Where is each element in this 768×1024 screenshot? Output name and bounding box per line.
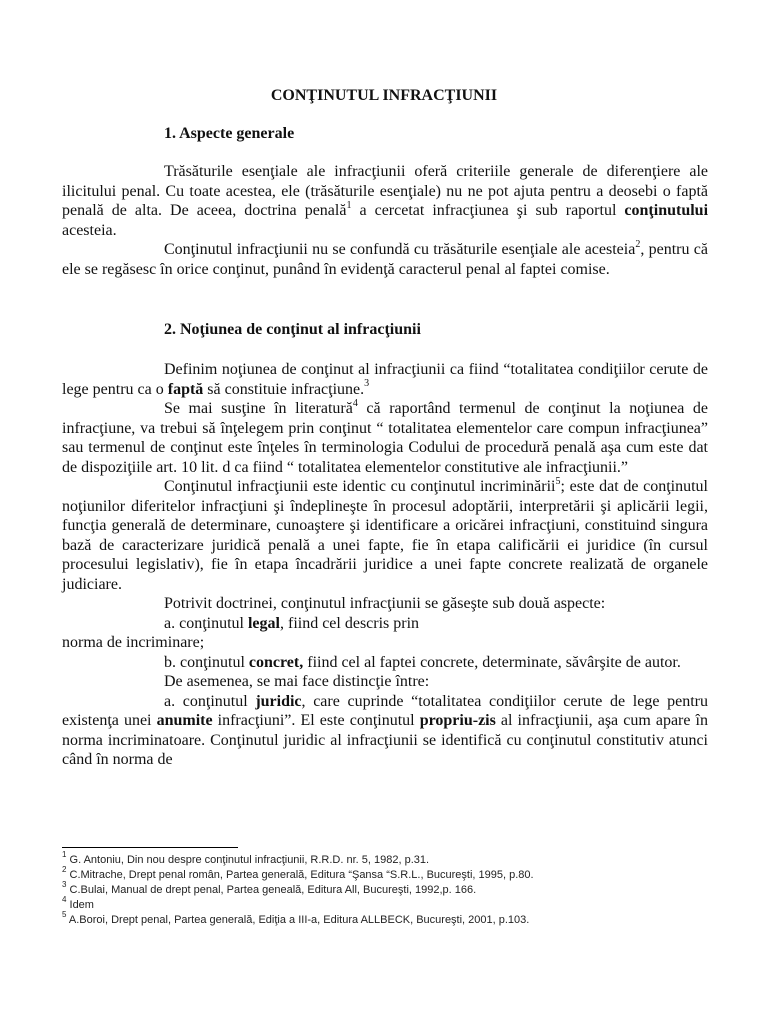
- footnote-number: 4: [62, 895, 67, 905]
- section-heading-general-aspects: 1. Aspecte generale: [164, 125, 295, 142]
- section-2-body: [62, 360, 708, 770]
- text: acesteia.: [62, 221, 117, 239]
- text: Se mai susţine în literatură: [164, 400, 353, 417]
- text: b. conţinutul: [164, 653, 249, 671]
- footnote-text: Idem: [66, 899, 94, 911]
- footnote-text: G. Antoniu, Din nou despre conţinutul infracţiunii, R.R.D. nr. 5, 1982, p.31.: [66, 854, 430, 866]
- paragraph: [62, 240, 708, 279]
- paragraph: [62, 360, 708, 399]
- footnote: [62, 910, 708, 928]
- text: ; este dat de conţinutul noţiunilor diferitelor infracţiuni şi îndeplineşte în procesul adoptării, interpretării şi aplicării legii, funcţia generală de determinare, cunoaştere şi identificare a oricărei infracţiuni, constituind singura bază de caracterizare juridică penală a unei fapte, fie în etapa calificării ei juridice (în cursul procesului legislativ), fie în etapa încadrării juridice a unei fapte concrete realizată de organele judiciare.: [62, 478, 709, 593]
- paragraph: [62, 594, 708, 614]
- text: Definim noţiunea de conţinut al infracţiunii ca fiind “totalitatea condiţiilor cerute de lege pentru ca o: [62, 361, 708, 398]
- bold-text: concret,: [248, 653, 304, 671]
- text: să constituie infracţiune.: [203, 380, 365, 398]
- text: , pentru că ele se regăsesc în orice conţinut, punând în evidenţă caracterul penal al faptei comise.: [62, 241, 709, 278]
- paragraph: [62, 399, 708, 477]
- page-title: CONŢINUTUL INFRACŢIUNII: [270, 87, 498, 104]
- bold-text: legal: [247, 614, 280, 632]
- footnote-text: A.Boroi, Drept penal, Partea generală, Ediţia a III-a, Editura ALLBECK, Bucureşti, 2001, p.103.: [66, 914, 530, 926]
- text: al infracţiunii, aşa cum apare în norma incriminatoare. Conţinutul juridic al infracţiunii se identifică cu conţinutul constitutiv atunci când în norma de: [62, 712, 708, 768]
- text: , fiind cel descris prin: [279, 614, 420, 632]
- text: Conţinutul infracţiunii este identic cu conţinutul incriminării: [164, 478, 556, 495]
- text: a. conţinutul: [164, 692, 256, 710]
- footnotes: [62, 850, 708, 928]
- paragraph: [62, 477, 708, 594]
- footnote-ref: 1: [346, 199, 352, 211]
- text: fiind cel al faptei concrete, determinate, săvârşite de autor.: [303, 653, 681, 671]
- footnote: [62, 865, 708, 883]
- text: a. conţinutul: [164, 614, 248, 632]
- paragraph: [62, 672, 708, 692]
- footnote-separator: [62, 847, 238, 848]
- footnote-number: 3: [62, 880, 67, 890]
- text: , care cuprinde “totalitatea condiţiilor cerute de lege pentru existenţa unei: [62, 692, 708, 729]
- text: infracţiuni”. El este conţinutul: [212, 712, 420, 729]
- footnote-ref: 5: [555, 475, 561, 487]
- footnote-text: C.Mitrache, Drept penal român, Partea generală, Editura “Şansa “S.R.L., Bucureşti, 1995, p.80.: [66, 869, 534, 881]
- section-heading-notion: 2. Noţiunea de conţinut al infracţiunii: [164, 321, 421, 338]
- bold-text: propriu-zis: [419, 712, 496, 729]
- text: De asemenea, se mai face distincţie între:: [164, 673, 430, 690]
- bold-text: juridic: [255, 692, 302, 710]
- footnote: [62, 895, 708, 913]
- text: Conţinutul infracţiunii nu se confundă cu trăsăturile esenţiale ale acesteia: [164, 241, 636, 258]
- bold-text: anumite: [156, 712, 213, 729]
- text: Trăsăturile esenţiale ale infracţiunii oferă criteriile generale de diferenţiere ale ilicitului penal. Cu toate acestea, ele (trăsăturile esenţiale) nu ne pot ajuta pentru a deosebi o faptă penală de alta. De aceea, doctrina penală: [62, 163, 708, 219]
- footnote-ref: 4: [352, 397, 358, 409]
- footnote-number: 2: [62, 865, 67, 875]
- bold-text: conţinutului: [624, 202, 709, 219]
- text: că raportând termenul de conţinut la noţiunea de infracţiune, va trebui să înţelegem prin conţinut “ totalitatea elementelor care compun infracţiunea” sau termenul de conţinut este înţeles în terminologia Codului de procedură penală aşa cum este dat de dispoziţiile art. 10 lit. d ca fiind “ totalitatea elementelor constitutive ale infracţiunii.”: [62, 400, 709, 476]
- list-item-a: [62, 614, 708, 634]
- footnote: [62, 850, 708, 868]
- text: a cercetat infracţiunea şi sub raportul: [351, 202, 625, 219]
- footnote-ref: 3: [364, 378, 370, 390]
- list-item-a-continuation: norma de incriminare;: [62, 634, 205, 651]
- list-item-juridic: [62, 692, 708, 770]
- footnote-number: 5: [62, 910, 67, 920]
- footnote: [62, 880, 708, 898]
- text: Potrivit doctrinei, conţinutul infracţiunii se găseşte sub două aspecte:: [164, 595, 606, 612]
- bold-text: faptă: [167, 380, 204, 398]
- footnote-ref: 2: [635, 238, 641, 250]
- section-1-body: [62, 162, 708, 279]
- list-item-b: [62, 653, 708, 673]
- footnote-number: 1: [62, 850, 67, 860]
- paragraph: [62, 162, 708, 240]
- footnote-text: C.Bulai, Manual de drept penal, Partea geneală, Editura All, Bucureşti, 1992,p. 166.: [66, 884, 477, 896]
